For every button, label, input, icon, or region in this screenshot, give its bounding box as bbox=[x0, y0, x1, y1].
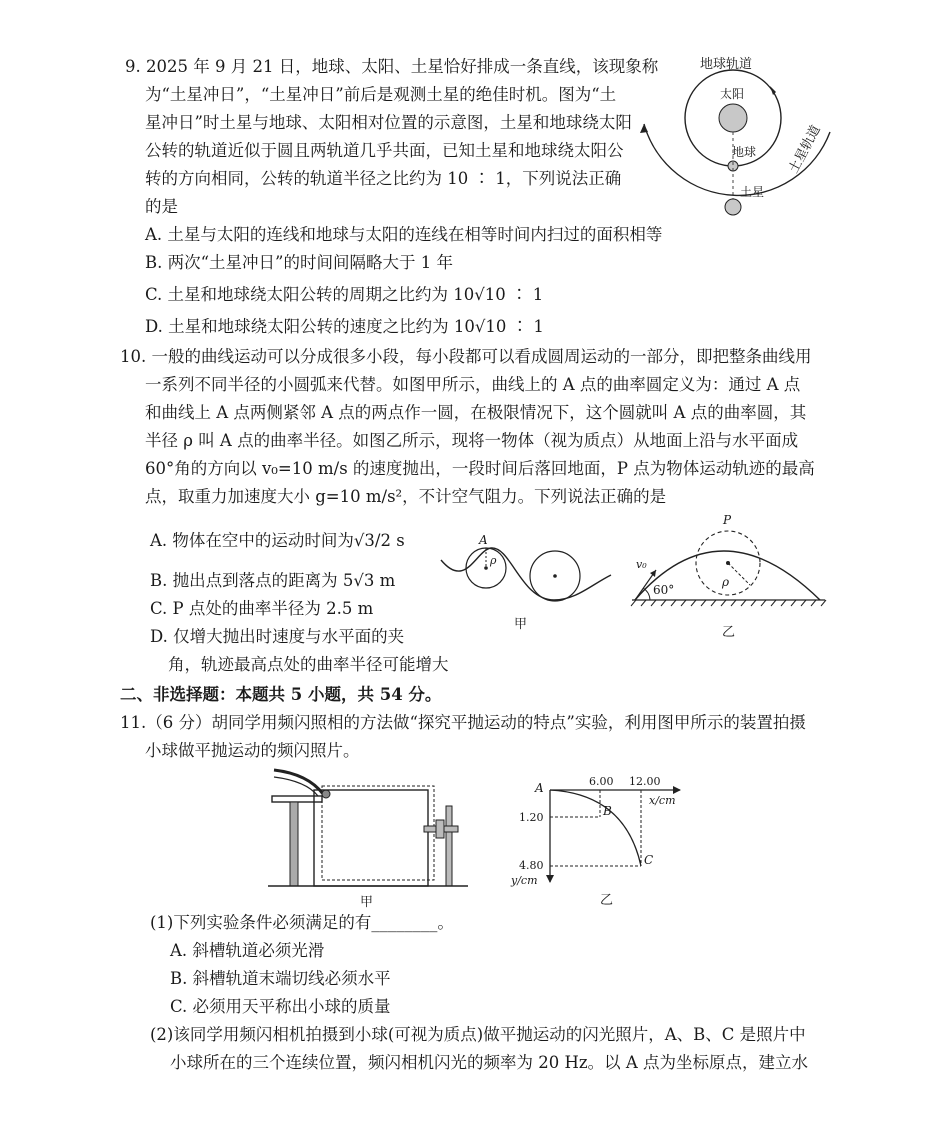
q9-line-3: 星冲日”时土星与地球、太阳相对位置的示意图，土星和地球绕太阳 bbox=[145, 113, 632, 132]
q11-figure-jia bbox=[268, 760, 468, 910]
sun bbox=[719, 104, 747, 132]
label-a: A bbox=[479, 533, 488, 547]
y-tick-1.2: 1.20 bbox=[519, 811, 544, 824]
caption-jia-11: 甲 bbox=[360, 895, 374, 910]
x-tick-12: 12.00 bbox=[629, 775, 661, 788]
q10-line-2: 一系列不同半径的小圆弧来代替。如图甲所示，曲线上的 A 点的曲率圆定义为：通过 A 点 bbox=[145, 375, 801, 394]
label-p: P bbox=[723, 513, 732, 527]
y-axis-arrow bbox=[546, 875, 554, 883]
q10-line-4: 半径 ρ 叫 A 点的曲率半径。如图乙所示，现将一物体（视为质点）从地面上沿与水平面成 bbox=[145, 431, 799, 450]
sun-label: 太阳 bbox=[720, 87, 745, 101]
label-rho-p: ρ bbox=[722, 575, 730, 589]
rho-line-p bbox=[728, 563, 750, 585]
x-tick-6: 6.00 bbox=[589, 775, 614, 788]
q11-line-2: 小球做平抛运动的频闪照片。 bbox=[145, 741, 360, 760]
q10-line-5: 60°角的方向以 v₀=10 m/s 的速度抛出，一段时间后落回地面，P 点为物体运动轨迹的最高 bbox=[145, 459, 815, 478]
q9-line-5: 转的方向相同，公转的轨道半径之比约为 10 ∶ 1，下列说法正确 bbox=[145, 169, 622, 188]
q11-sub1-option-b: B. 斜槽轨道末端切线必须水平 bbox=[170, 969, 391, 988]
stand-post bbox=[446, 806, 452, 886]
ball bbox=[322, 790, 330, 798]
q10-line-3: 和曲线上 A 点两侧紧邻 A 点的两点作一圆，在极限情况下，这个圆就叫 A 点的曲率圆，其 bbox=[145, 403, 807, 422]
q11-line-1: 11.（6 分）胡同学用频闪照相的方法做“探究平抛运动的特点”实验，利用图甲所示的装置拍摄 bbox=[120, 713, 806, 732]
q11-figure-yi bbox=[505, 772, 695, 910]
label-60: 60° bbox=[653, 583, 675, 597]
section-2-header: 二、非选择题：本题共 5 小题，共 54 分。 bbox=[120, 685, 442, 704]
q11-sub1: (1)下列实验条件必须满足的有________。 bbox=[150, 913, 454, 932]
v0-arrowhead bbox=[650, 570, 656, 577]
q10-figure-jia bbox=[436, 530, 616, 640]
q9-line-6: 的是 bbox=[145, 197, 178, 216]
q10-option-d-line-1: D. 仅增大抛出时速度与水平面的夹 bbox=[150, 627, 405, 646]
q10-option-c: C. P 点处的曲率半径为 2.5 m bbox=[150, 599, 374, 618]
q10-option-d-line-2: 角，轨迹最高点处的曲率半径可能增大 bbox=[168, 655, 449, 674]
label-b: B bbox=[603, 804, 612, 818]
caption-yi-11: 乙 bbox=[600, 893, 614, 908]
q9-option-a: A. 土星与太阳的连线和地球与太阳的连线在相等时间内扫过的面积相等 bbox=[145, 225, 663, 244]
chute-inner bbox=[274, 777, 318, 796]
q11-sub2-line-2: 小球所在的三个连续位置，频闪相机闪光的频率为 20 Hz。以 A 点为坐标原点，建立水 bbox=[170, 1053, 808, 1072]
q9-option-c: C. 土星和地球绕太阳公转的周期之比约为 10√10 ∶ 1 bbox=[145, 285, 544, 304]
label-v0: v₀ bbox=[636, 558, 647, 571]
q10-option-b: B. 抛出点到落点的距离为 5√3 m bbox=[150, 571, 396, 590]
q9-option-d: D. 土星和地球绕太阳公转的速度之比约为 10√10 ∶ 1 bbox=[145, 317, 544, 336]
q9-line-1: 9. 2025 年 9 月 21 日，地球、太阳、土星恰好排成一条直线，该现象称 bbox=[125, 57, 659, 76]
table-leg bbox=[290, 802, 298, 886]
saturn-orbit-arrow bbox=[640, 124, 648, 133]
paper bbox=[322, 786, 434, 880]
circle-b-center bbox=[553, 574, 557, 578]
q11-sub1-option-a: A. 斜槽轨道必须光滑 bbox=[170, 941, 325, 960]
label-rho-a: ρ bbox=[490, 554, 497, 567]
q9-line-2: 为“土星冲日”，“土星冲日”前后是观测土星的绝佳时机。图为“土 bbox=[145, 85, 617, 104]
caption-jia: 甲 bbox=[514, 617, 528, 632]
label-c: C bbox=[644, 853, 654, 867]
q9-orbit-figure bbox=[630, 46, 840, 226]
q10-line-6: 点，取重力加速度大小 g=10 m/s²，不计空气阻力。下列说法正确的是 bbox=[145, 487, 667, 506]
caption-yi: 乙 bbox=[722, 625, 736, 640]
y-tick-4.8: 4.80 bbox=[519, 859, 544, 872]
saturn bbox=[725, 199, 741, 215]
label-origin-a: A bbox=[535, 781, 544, 795]
q11-sub1-option-c: C. 必须用天平称出小球的质量 bbox=[170, 997, 391, 1016]
earth-label: 地球 bbox=[732, 145, 757, 159]
q9-option-b: B. 两次“土星冲日”的时间间隔略大于 1 年 bbox=[145, 253, 453, 272]
q10-option-a: A. 物体在空中的运动时间为√3/2 s bbox=[150, 531, 405, 550]
x-axis-label: x/cm bbox=[649, 794, 676, 807]
y-axis-label: y/cm bbox=[511, 874, 538, 887]
trajectory-curve bbox=[550, 790, 641, 866]
board bbox=[314, 790, 428, 886]
x-axis-arrow bbox=[673, 786, 681, 794]
q10-figure-yi bbox=[620, 512, 830, 644]
earth-orbit-label: 地球轨道 bbox=[700, 57, 753, 72]
q10-line-1: 10. 一般的曲线运动可以分成很多小段，每小段都可以看成圆周运动的一部分，即把整条曲线用 bbox=[120, 347, 812, 366]
saturn-label: 土星 bbox=[740, 185, 765, 199]
ground-hatching bbox=[631, 600, 826, 606]
q11-sub2-line-1: (2)该同学用频闪相机拍摄到小球(可视为质点)做平抛运动的闪光照片，A、B、C 是照片中 bbox=[150, 1025, 806, 1044]
q9-line-4: 公转的轨道近似于圆且两轨道几乎共面，已知土星和地球绕太阳公 bbox=[145, 141, 624, 160]
stand-knob bbox=[436, 820, 444, 838]
saturn-orbit-label: 土星轨道 bbox=[786, 122, 824, 176]
